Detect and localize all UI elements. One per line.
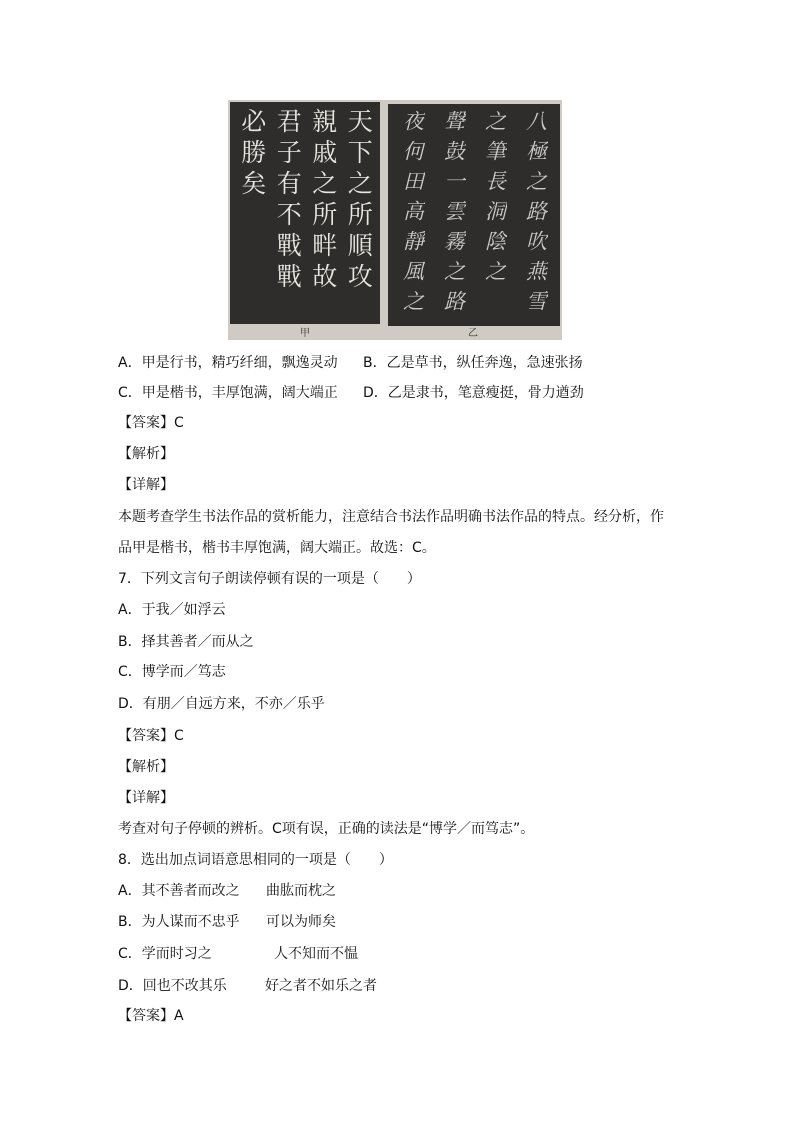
calligraphy-column: 親戚之所畔故 [308, 108, 338, 294]
detail-heading: 【详解】 [118, 477, 174, 493]
option-a [118, 882, 336, 900]
question-8: 8．选出加点词语意思相同的一项是（ ） [118, 852, 393, 868]
phrase-1: C．学而时习之 [118, 946, 212, 962]
explanation: 品甲是楷书，楷书丰厚饱满，阔大端正。故选：C。 [118, 540, 436, 556]
option-c [118, 945, 358, 963]
option-a: A．甲是行书，精巧纤细，飘逸灵动 [118, 355, 338, 371]
calligraphy-jia [230, 102, 380, 324]
option-b: B．乙是草书，纵任奔逸，急速张扬 [363, 355, 583, 371]
phrase-1: D．回也不改其乐 [118, 978, 227, 994]
option-b: B．择其善者／而从之 [118, 634, 254, 650]
option-d [118, 977, 377, 995]
calligraphy-column: 之筆長洞陰之 [482, 110, 507, 290]
calligraphy-column: 必勝矣 [237, 108, 267, 201]
calligraphy-column: 君子有不戰戰 [273, 108, 303, 294]
option-c: C．甲是楷书，丰厚饱满，阔大端正 [118, 385, 338, 401]
calligraphy-column: 聲鼓一雲霧之路 [441, 110, 466, 320]
phrase-1: B．为人谋而不忠乎 [118, 914, 240, 930]
calligraphy-figure [228, 100, 562, 340]
caption-jia: 甲 [300, 328, 310, 339]
detail-heading: 【详解】 [118, 790, 174, 806]
option-c: C．博学而／笃志 [118, 664, 226, 680]
caption-yi: 乙 [468, 328, 478, 339]
phrase-2: 好之者不如乐之者 [265, 978, 377, 994]
option-d: D．有朋／自远方来，不亦／乐乎 [118, 696, 325, 712]
option-b [118, 913, 336, 931]
option-d: D．乙是隶书，笔意瘦挺，骨力遒劲 [363, 385, 584, 401]
answer: 【答案】C [118, 728, 184, 744]
calligraphy-column: 夜何田高靜風之 [400, 110, 425, 320]
phrase-2: 曲肱而枕之 [266, 883, 336, 899]
explanation: 本题考查学生书法作品的赏析能力，注意结合书法作品明确书法作品的特点。经分析，作 [118, 509, 664, 525]
phrase-1: A．其不善者而改之 [118, 883, 240, 899]
analysis-heading: 【解析】 [118, 446, 174, 462]
phrase-2: 人不知而不愠 [274, 946, 358, 962]
calligraphy-column: 天下之所順攻 [344, 108, 374, 294]
answer: 【答案】C [118, 415, 184, 431]
option-a: A．于我／如浮云 [118, 602, 226, 618]
calligraphy-yi [388, 104, 560, 326]
question-7: 7．下列文言句子朗读停顿有误的一项是（ ） [118, 571, 421, 587]
calligraphy-column: 八極之路吹燕雪 [523, 110, 548, 320]
answer: 【答案】A [118, 1008, 184, 1024]
analysis-heading: 【解析】 [118, 759, 174, 775]
phrase-2: 可以为师矣 [266, 914, 336, 930]
explanation: 考查对句子停顿的辨析。C项有误，正确的读法是“博学／而笃志”。 [118, 821, 535, 837]
